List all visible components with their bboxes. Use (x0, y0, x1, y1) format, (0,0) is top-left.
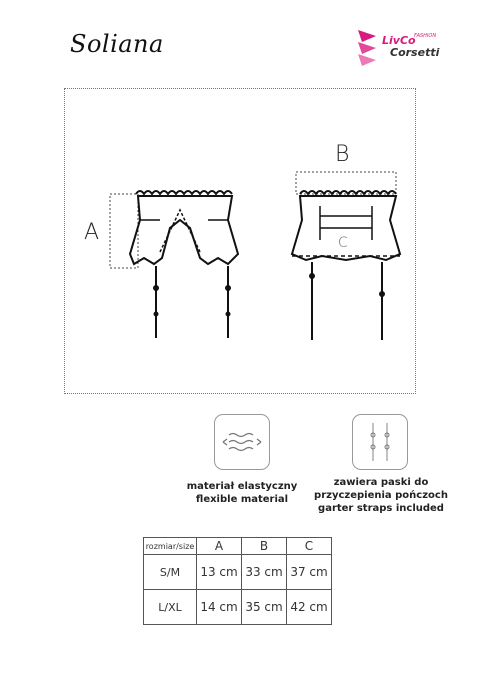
feature-stretch-caption (176, 480, 308, 506)
feature-stretch-caption-line1: materiał elastyczny (186, 481, 298, 492)
size-table-col-b: B (242, 538, 287, 555)
feature-straps-caption-line3: garter straps included (318, 503, 444, 514)
size-table-row (144, 590, 332, 625)
size-table-col-a: A (197, 538, 242, 555)
logo-text-livco: LivCo (382, 34, 416, 47)
size-table-header-row (144, 538, 332, 555)
garter-belt-back-view (286, 168, 416, 348)
size-table-corner: rozmiar/size (144, 538, 197, 555)
garter-belt-front-view (100, 180, 260, 350)
stretch-material-icon (215, 415, 269, 469)
feature-stretch-icon-box (214, 414, 270, 470)
feature-straps-icon-box (352, 414, 408, 470)
product-title: Soliana (70, 30, 164, 58)
logo-text-corsetti: Corsetti (390, 46, 440, 59)
size-table-col-c: C (287, 538, 332, 555)
feature-straps-caption (306, 476, 456, 515)
dimension-label-c: C (338, 235, 348, 251)
logo-text-fashion: FASHION (414, 33, 437, 39)
size-value: 14 cm (197, 590, 242, 625)
size-value: 13 cm (197, 555, 242, 590)
size-table-row (144, 555, 332, 590)
size-value: 42 cm (287, 590, 332, 625)
size-table (143, 537, 332, 625)
size-value: 33 cm (242, 555, 287, 590)
feature-straps-caption-line1: zawiera paski do (333, 477, 429, 488)
size-label: L/XL (144, 590, 197, 625)
size-value: 35 cm (242, 590, 287, 625)
size-label: S/M (144, 555, 197, 590)
garter-straps-icon (353, 415, 407, 469)
dimension-label-b: B (335, 142, 350, 167)
feature-stretch-caption-line2: flexible material (195, 494, 289, 505)
brand-logo (352, 26, 452, 74)
feature-straps-caption-line2: przyczepienia pończoch (314, 490, 448, 501)
size-value: 37 cm (287, 555, 332, 590)
dimension-label-a: A (84, 220, 100, 245)
